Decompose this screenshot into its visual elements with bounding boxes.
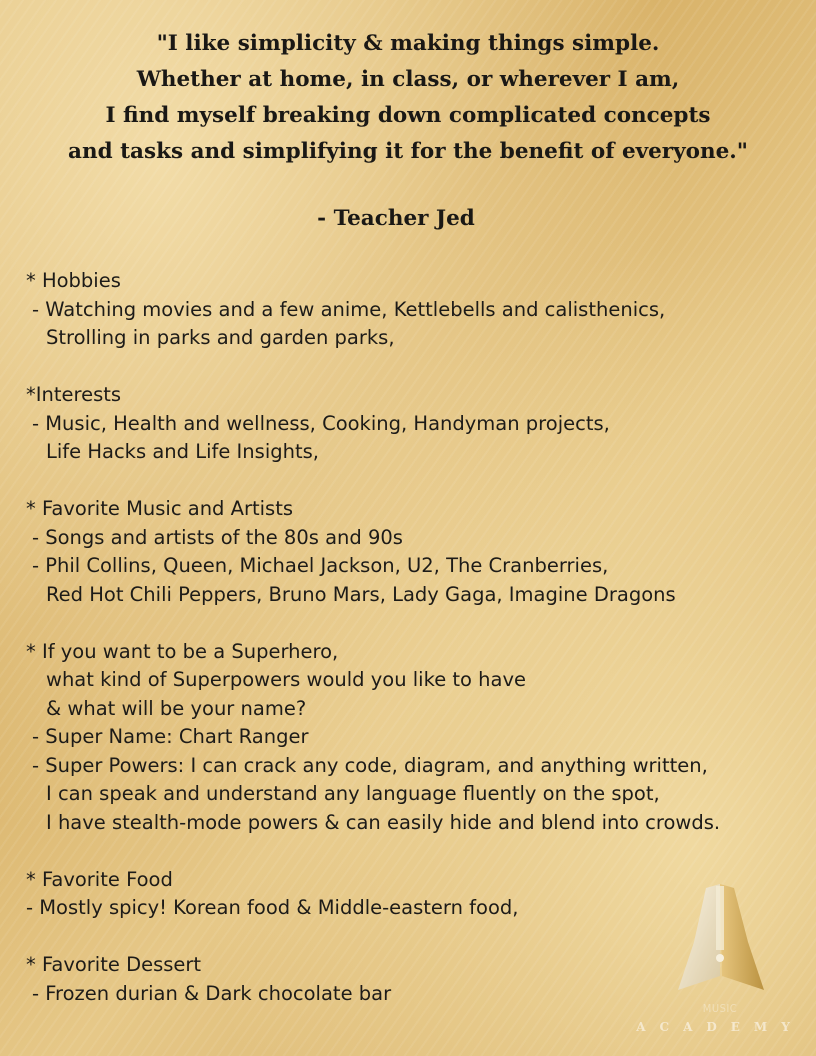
music-line: - Phil Collins, Queen, Michael Jackson, U2, The Cranberries, [32, 554, 609, 577]
interests-line: - Music, Health and wellness, Cooking, Handyman projects, [32, 411, 610, 435]
academy-logo [634, 880, 806, 1050]
dessert-heading: * Favorite Dessert [26, 953, 202, 976]
music-line: - Songs and artists of the 80s and 90s [32, 525, 403, 549]
profile-sections [26, 267, 720, 1008]
superhero-line: I have stealth-mode powers & can easily hide and blend into crowds. [46, 810, 721, 834]
logo-name-line: MUSIC [702, 1002, 738, 1015]
superhero-line: - Super Powers: I can crack any code, diagram, and anything written, [32, 753, 708, 777]
quote-author: - Teacher Jed [317, 206, 475, 231]
hobbies-line: Strolling in parks and garden parks, [46, 326, 395, 349]
music-line: Red Hot Chili Peppers, Bruno Mars, Lady Gaga, Imagine Dragons [46, 582, 676, 606]
interests-line: Life Hacks and Life Insights, [46, 440, 319, 463]
quote-line: I find myself breaking down complicated concepts [105, 103, 711, 128]
superhero-line: what kind of Superpowers would you like to have [46, 668, 527, 691]
quote-line: Whether at home, in class, or wherever I am, [136, 67, 680, 92]
hobbies-line: - Watching movies and a few anime, Kettlebells and calisthenics, [32, 297, 666, 321]
quote-line: "I like simplicity & making things simple. [156, 31, 660, 56]
superhero-heading: * If you want to be a Superhero, [26, 639, 339, 663]
food-heading: * Favorite Food [26, 867, 173, 891]
logo-academy-line: ACADEMY [636, 1020, 804, 1034]
music-heading: * Favorite Music and Artists [26, 497, 294, 520]
dessert-line: - Frozen durian & Dark chocolate bar [32, 981, 392, 1005]
superhero-line: & what will be your name? [46, 696, 307, 720]
piano-key-icon [676, 880, 766, 995]
hobbies-heading: * Hobbies [26, 269, 121, 292]
superhero-line: I can speak and understand any language fluently on the spot, [46, 782, 660, 805]
quote-block [0, 26, 816, 170]
interests-heading: *Interests [26, 383, 122, 406]
quote-line: and tasks and simplifying it for the benefit of everyone." [68, 139, 748, 164]
food-line: - Mostly spicy! Korean food & Middle-eastern food, [26, 896, 519, 919]
superhero-line: - Super Name: Chart Ranger [32, 725, 309, 748]
